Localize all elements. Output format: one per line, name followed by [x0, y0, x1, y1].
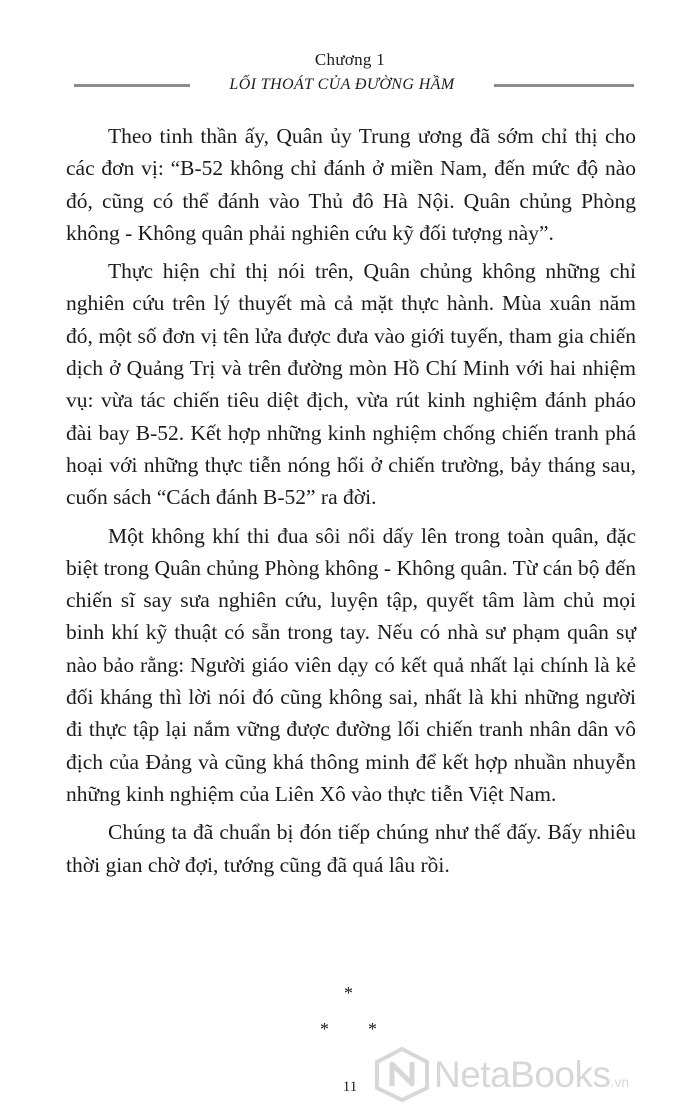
- running-head: [0, 50, 700, 70]
- asterism-star: *: [368, 1019, 377, 1039]
- body-text: [66, 120, 636, 887]
- chapter-number: Chương 1: [314, 50, 386, 69]
- page-number: 11: [342, 1079, 358, 1095]
- watermark-suffix: .vn: [610, 1074, 630, 1090]
- paragraph: Một không khí thi đua sôi nổi dấy lên trong toàn quân, đặc biệt trong Quân chủng Phòng không - Không quân. Từ cán bộ đến chiến sĩ say sưa nghiên cứu, luyện tập, quyết tâm làm chủ mọi binh khí kỹ thuật có sẵn trong tay. Nếu có nhà sư phạm quân sự nào bảo rằng: Người giáo viên dạy có kết quả nhất lại chính là kẻ đối kháng thì lời nói đó cũng không sai, nhất là khi những người đi thực tập lại nắm vững được đường lối chiến tranh nhân dân vô địch của Đảng và cũng khá thông minh để kết hợp nhuần nhuyễn những kinh nghiệm của Liên Xô vào thực tiễn Việt Nam.: [66, 523, 636, 806]
- paragraph: Chúng ta đã chuẩn bị đón tiếp chúng như thế đấy. Bấy nhiêu thời gian chờ đợi, tướng cũng đã quá lâu rồi.: [66, 820, 636, 877]
- paragraph: Thực hiện chỉ thị nói trên, Quân chủng không những chỉ nghiên cứu trên lý thuyết mà cả mặt thực hành. Mùa xuân năm đó, một số đơn vị tên lửa được đưa vào giới tuyến, tham gia chiến dịch ở Quảng Trị và trên đường mòn Hồ Chí Minh với hai nhiệm vụ: vừa tác chiến tiêu diệt địch, vừa rút kinh nghiệm đánh pháo đài bay B-52. Kết hợp những kinh nghiệm chống chiến tranh phá hoại với những thực tiễn nóng hổi ở chiến trường, bảy tháng sau, cuốn sách “Cách đánh B-52” ra đời.: [66, 259, 636, 510]
- netabooks-watermark: [372, 1046, 692, 1102]
- asterism-star: *: [320, 1019, 329, 1039]
- chapter-title: LỐI THOÁT CỦA ĐƯỜNG HẦM: [229, 76, 455, 93]
- watermark-brand: NetaBooks: [434, 1054, 611, 1095]
- netabooks-n-logo-icon: [372, 1046, 432, 1102]
- section-break-asterism: [300, 983, 400, 1039]
- header-rule-right: [494, 84, 634, 87]
- paragraph: Theo tinh thần ấy, Quân ủy Trung ương đã sớm chỉ thị cho các đơn vị: “B-52 không chỉ đánh ở miền Nam, đến mức độ nào đó, cũng có thể đánh vào Thủ đô Hà Nội. Quân chủng Phòng không - Không quân phải nghiên cứu kỹ đối tượng này”.: [66, 124, 636, 245]
- header-rule-left: [74, 84, 190, 87]
- watermark-text: [434, 1055, 629, 1102]
- asterism-star: *: [344, 983, 353, 1003]
